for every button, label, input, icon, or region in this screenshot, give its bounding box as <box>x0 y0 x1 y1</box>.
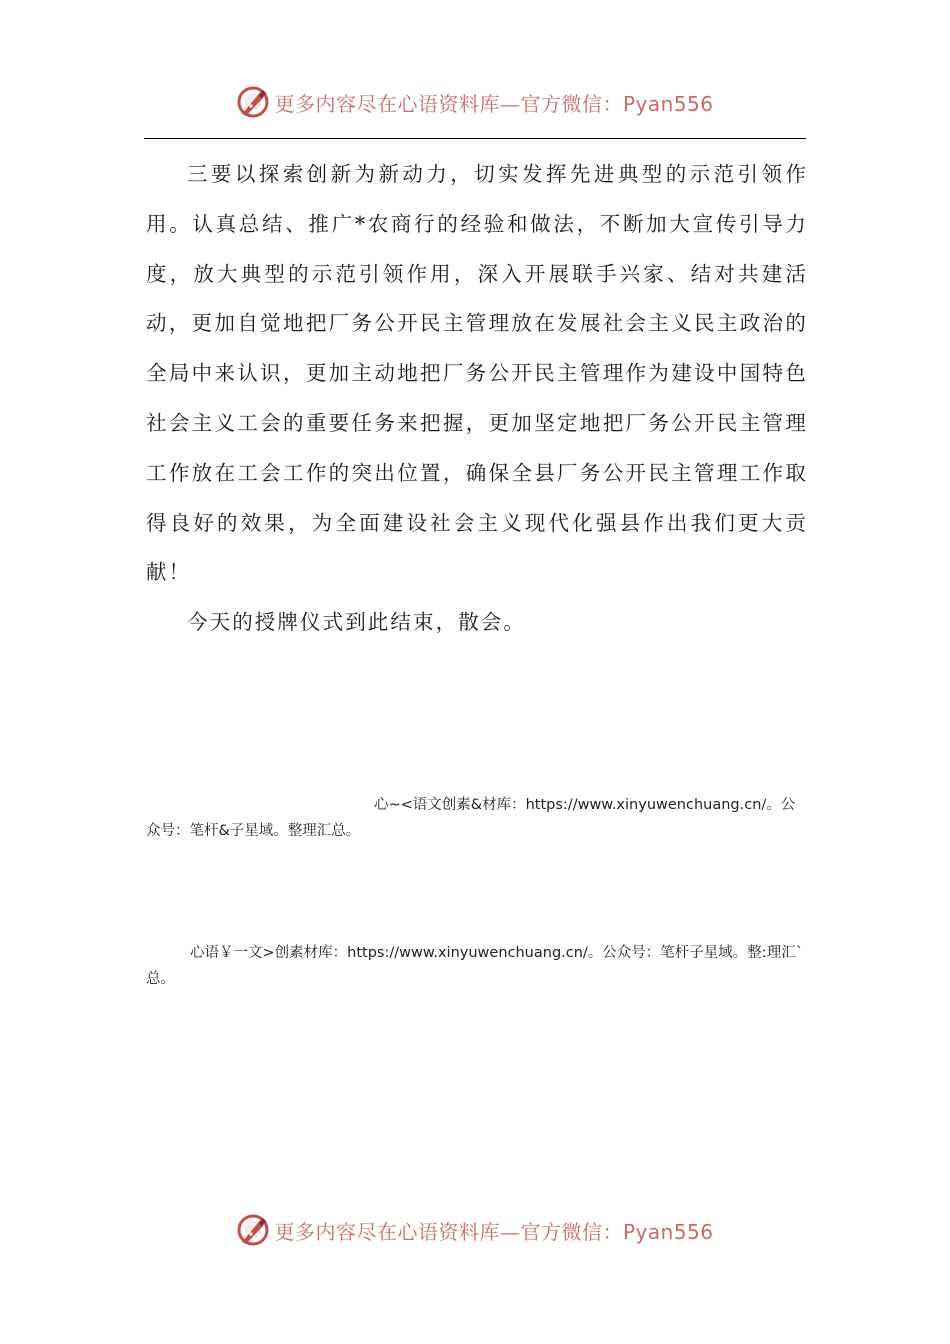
footer-banner-cn: 更多内容尽在心语资料库—官方微信： <box>274 1219 623 1244</box>
header-banner-text <box>274 88 713 117</box>
paragraph-2: 今天的授牌仪式到此结束，散会。 <box>187 610 526 635</box>
pen-nib-logo-icon <box>236 85 270 119</box>
footer-wechat-id: Pyan556 <box>622 1219 714 1244</box>
footer-banner <box>0 1208 950 1252</box>
header-banner <box>0 80 950 124</box>
header-wechat-id: Pyan556 <box>622 91 714 116</box>
header-divider <box>144 138 806 139</box>
pen-nib-logo-icon <box>236 1213 270 1247</box>
footer-banner-text <box>274 1216 713 1245</box>
source-note-2: 心语￥一文>创素材库：https://www.xinyuwenchuang.cn/。公众号：笔杆子星域。整:理汇`总。 <box>146 945 803 987</box>
source-note-1: 心~<语文创素&材库：https://www.xinyuwenchuang.cn/。公众号：笔杆&子星域。整理汇总。 <box>146 797 796 839</box>
paragraph-1: 三要以探索创新为新动力，切实发挥先进典型的示范引领作用。认真总结、推广*农商行的经验和做法，不断加大宣传引导力度，放大典型的示范引领作用，深入开展联手兴家、结对共建活动，更加自觉地把厂务公开民主管理放在发展社会主义民主政治的全局中来认识，更加主动地把厂务公开民主管理作为建设中国特色社会主义工会的重要任务来把握，更加坚定地把厂务公开民主管理工作放在工会工作的突出位置，确保全县厂务公开民主管理工作取得良好的效果，为全面建设社会主义现代化强县作出我们更大贡献！ <box>146 162 808 585</box>
header-banner-cn: 更多内容尽在心语资料库—官方微信： <box>274 91 623 116</box>
document-body <box>146 150 808 648</box>
